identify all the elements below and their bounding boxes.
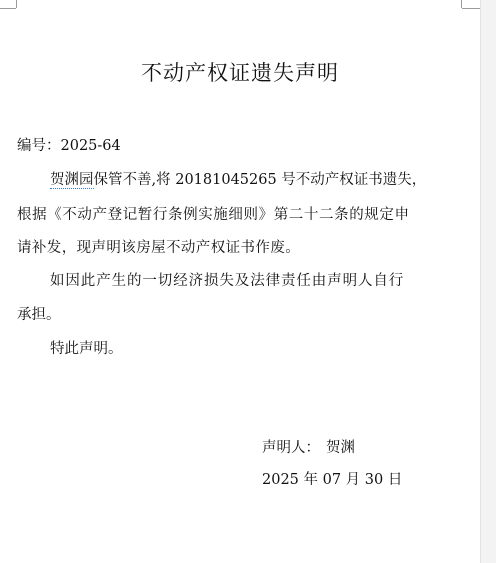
document-number-label: 编号： [17,138,61,154]
declarant-line [262,438,355,458]
paragraph-3: 特此声明。 [50,341,123,357]
crop-mark-top-left-horizontal [0,8,16,9]
document-number-line [17,136,121,156]
declarant-label: 声明人： [262,440,320,456]
declarant-name: 贺渊 [326,440,355,456]
crop-mark-top-right-horizontal [462,8,480,9]
crop-mark-top-right-vertical [461,0,462,8]
paragraph-2-line-2: 承担。 [17,307,61,323]
page-right-margin [480,0,496,563]
paragraph-1-line-1 [50,170,426,190]
paragraph-1-line-1-text: 保管不善,将 20181045265 号不动产权证书遗失， [93,172,427,188]
crop-mark-top-left-vertical [16,0,17,8]
owner-name: 贺渊园 [50,172,94,188]
document-number-value: 2025-64 [60,138,121,154]
paragraph-1-line-3: 请补发，现声明该房屋不动产权证书作废。 [17,240,301,256]
declaration-date: 2025 年 07 月 30 日 [262,472,403,488]
paragraph-2-line-1: 如因此产生的一切经济损失及法律责任由声明人自行 [50,273,405,289]
paragraph-1-line-2: 根据《不动产登记暂行条例实施细则》第二十二条的规定申 [17,207,410,223]
document-title: 不动产权证遗失声明 [141,61,339,85]
